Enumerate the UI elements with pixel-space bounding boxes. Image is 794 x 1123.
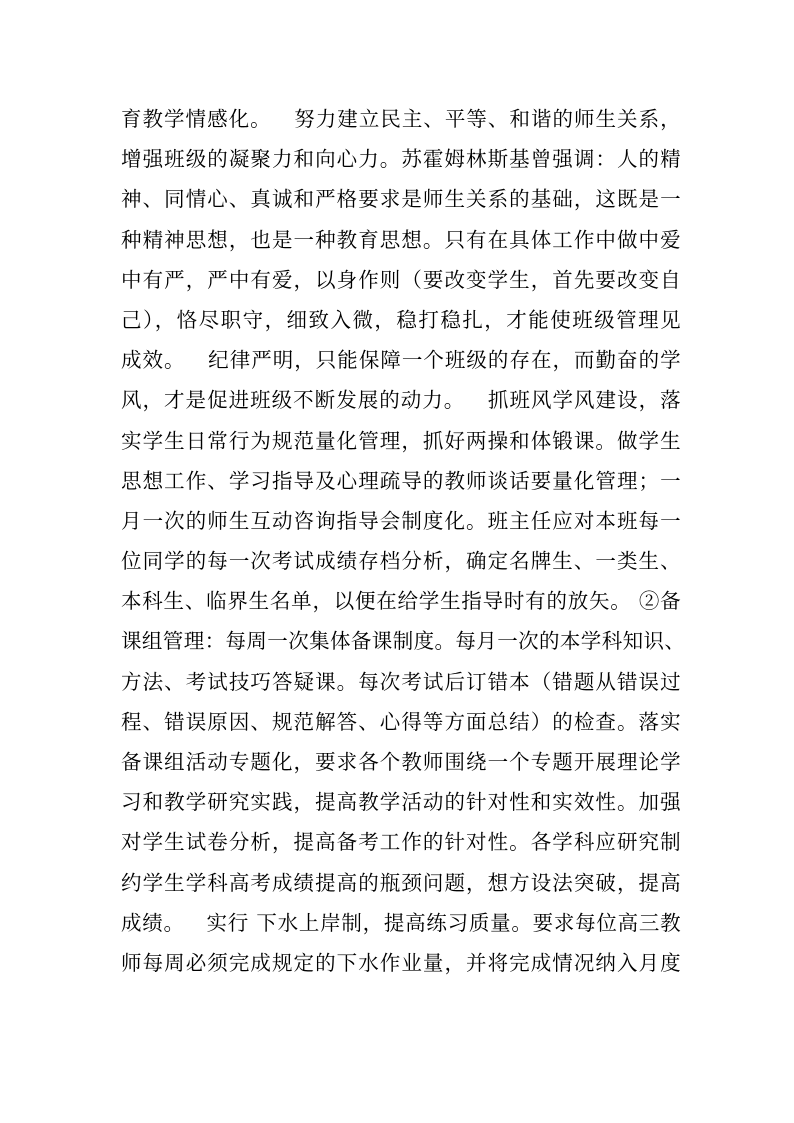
text-line: 程、错误原因、规范解答、心得等方面总结）的检查。落实 bbox=[121, 709, 681, 734]
text-line: 实学生日常行为规范量化管理，抓好两操和体锻课。做学生 bbox=[121, 428, 681, 453]
text-line: 风，才是促进班级不断发展的动力。 抓班风学风建设，落 bbox=[121, 388, 681, 413]
text-line: 育教学情感化。 努力建立民主、平等、和谐的师生关系， bbox=[121, 107, 681, 131]
text-line: 位同学的每一次考试成绩存档分析，确定名牌生、一类生、 bbox=[121, 549, 681, 574]
text-line: 月一次的师生互动咨询指导会制度化。班主任应对本班每一 bbox=[121, 508, 681, 533]
text-line: 己），恪尽职守，细致入微，稳打稳扎，才能使班级管理见 bbox=[121, 307, 681, 332]
text-line: 中有严，严中有爱，以身作则（要改变学生，首先要改变自 bbox=[121, 267, 681, 292]
text-line: 备课组活动专题化，要求各个教师围绕一个专题开展理论学 bbox=[121, 750, 681, 774]
text-line: 思想工作、学习指导及心理疏导的教师谈话要量化管理；一 bbox=[121, 468, 681, 493]
text-line: 成效。 纪律严明，只能保障一个班级的存在，而勤奋的学 bbox=[121, 348, 681, 373]
text-line: 约学生学科高考成绩提高的瓶颈问题，想方设法突破，提高 bbox=[121, 870, 681, 895]
text-line: 师每周必须完成规定的下水作业量，并将完成情况纳入月度 bbox=[121, 950, 681, 975]
text-line: 对学生试卷分析，提高备考工作的针对性。各学科应研究制 bbox=[121, 830, 681, 855]
text-line: 种精神思想，也是一种教育思想。只有在具体工作中做中爱 bbox=[121, 227, 681, 252]
text-line: 方法、考试技巧答疑课。每次考试后订错本（错题从错误过 bbox=[121, 669, 681, 694]
text-line: 本科生、临界生名单，以便在给学生指导时有的放矢。 ②备 bbox=[121, 589, 681, 614]
text-line: 神、同情心、真诚和严格要求是师生关系的基础，这既是一 bbox=[121, 187, 681, 212]
text-line: 习和教学研究实践，提高教学活动的针对性和实效性。加强 bbox=[121, 790, 681, 815]
text-line: 成绩。 实行 下水上岸制，提高练习质量。要求每位高三教 bbox=[121, 910, 681, 935]
text-line: 课组管理：每周一次集体备课制度。每月一次的本学科知识、 bbox=[121, 629, 686, 654]
body-text bbox=[121, 99, 686, 983]
text-line: 增强班级的凝聚力和向心力。苏霍姆林斯基曾强调：人的精 bbox=[121, 147, 681, 172]
